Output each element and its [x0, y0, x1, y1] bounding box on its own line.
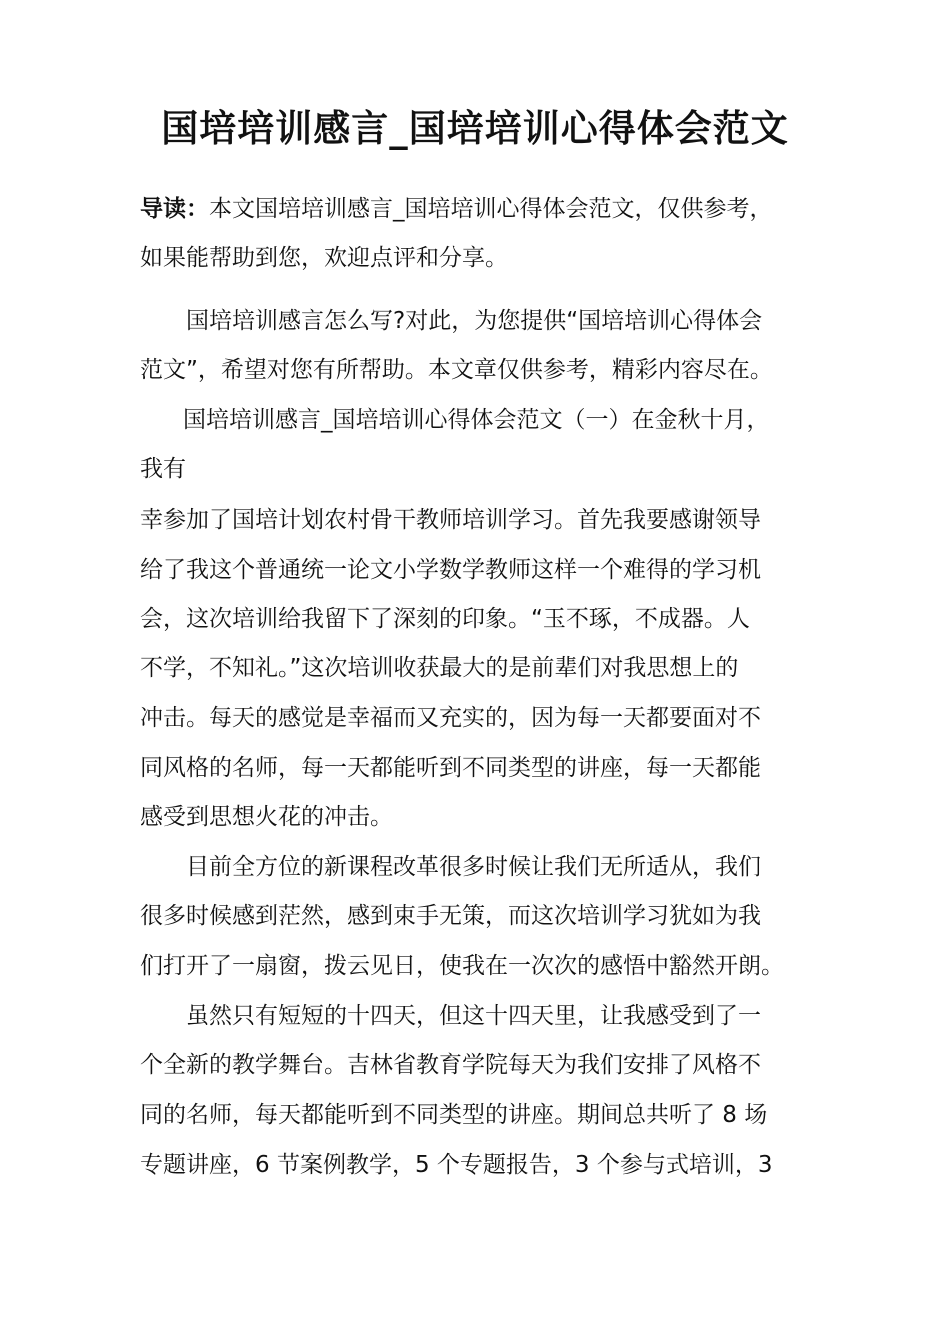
text-line: 很多时候感到茫然，感到束手无策，而这次培训学习犹如为我: [140, 903, 761, 929]
text-line: 虽然只有短短的十四天，但这十四天里，让我感受到了一: [186, 1003, 761, 1029]
text-line: 们打开了一扇窗，拨云见日，使我在一次次的感悟中豁然开朗。: [140, 953, 784, 979]
text-line: 国培培训感言怎么写?对此，为您提供“国培培训心得体会: [186, 308, 763, 334]
intro-text-1: 本文国培培训感言_国培培训心得体会范文，仅供参考，: [209, 196, 773, 222]
text-line: 同的名师，每天都能听到不同类型的讲座。期间总共听了 8 场: [140, 1102, 768, 1128]
document-title: 国培培训感言_国培培训心得体会范文: [161, 107, 789, 150]
text-line: 不学，不知礼。”这次培训收获最大的是前辈们对我思想上的: [140, 655, 739, 681]
text-line: 感受到思想火花的冲击。: [140, 804, 393, 830]
text-line: 专题讲座，6 节案例教学，5 个专题报告，3 个参与式培训，3: [140, 1152, 773, 1178]
intro-label: 导读：: [140, 196, 209, 222]
text-line: 我有: [140, 456, 186, 482]
text-line: 国培培训感言_国培培训心得体会范文（一）在金秋十月，: [183, 407, 770, 433]
text-line: 目前全方位的新课程改革很多时候让我们无所适从，我们: [186, 854, 761, 880]
text-line: 个全新的教学舞台。吉林省教育学院每天为我们安排了风格不: [140, 1052, 761, 1078]
text-line: 冲击。每天的感觉是幸福而又充实的，因为每一天都要面对不: [140, 705, 761, 731]
text-line: 范文”，希望对您有所帮助。本文章仅供参考，精彩内容尽在。: [140, 357, 773, 383]
text-line: 同风格的名师，每一天都能听到不同类型的讲座，每一天都能: [140, 755, 761, 781]
text-line: 会，这次培训给我留下了深刻的印象。“玉不琢，不成器。人: [140, 606, 750, 632]
intro-line-1: [140, 193, 830, 225]
intro-line-2: 如果能帮助到您，欢迎点评和分享。: [140, 245, 508, 271]
text-line: 给了我这个普通统一论文小学数学教师这样一个难得的学习机: [140, 557, 761, 583]
text-line: 幸参加了国培计划农村骨干教师培训学习。首先我要感谢领导: [140, 507, 761, 533]
